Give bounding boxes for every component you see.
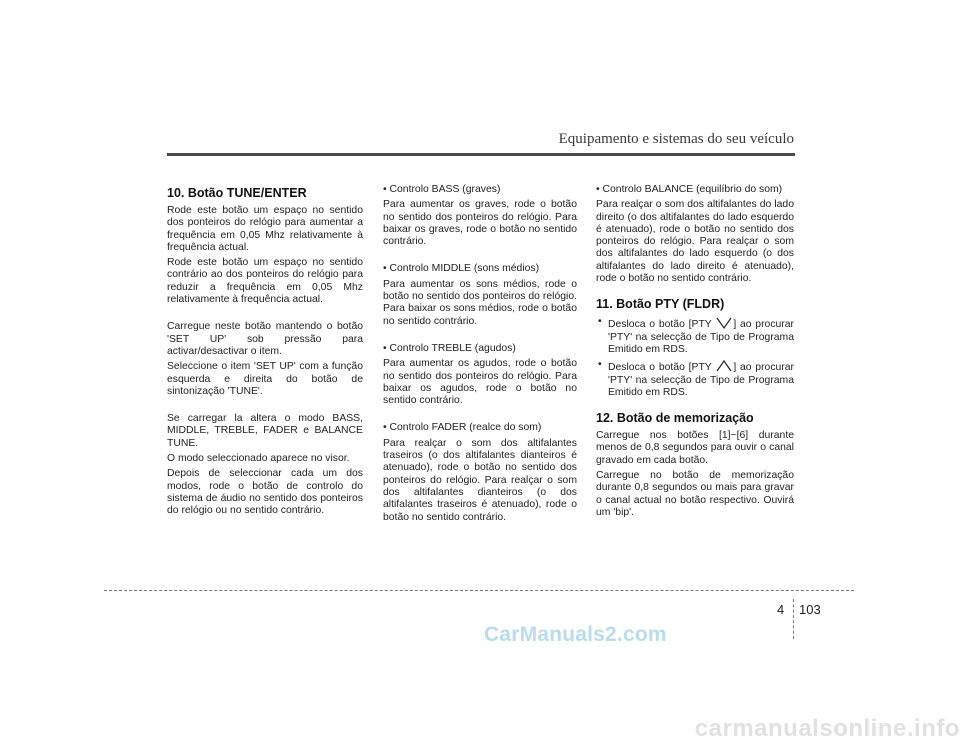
paragraph: Rode este botão um espaço no sentido contrário ao dos ponteiros do relógio para reduzir a frequência em 0,05 Mhz relativamente à frequência actual. (167, 257, 363, 306)
balance-text: Para realçar o som dos altifalantes do lado direito (o dos altifalantes do lado esquerdo é atenuado), rode o botão no sentido dos ponteiros do relógio. Para realçar o som dos altifalantes do lado esquerdo (o dos altifalantes do lado direito é atenuado), rode o botão no sentido contrário. (596, 199, 794, 285)
chevron-down-icon (715, 316, 733, 330)
middle-title: • Controlo MIDDLE (sons médios) (383, 263, 540, 275)
page-number-divider (793, 599, 794, 639)
column-right (596, 184, 794, 522)
paragraph: Se carregar la altera o modo BASS, MIDDLE, TREBLE, FADER e BALANCE TUNE. (167, 413, 363, 449)
fader-text: Para realçar o som dos altifalantes traseiros (o dos altifalantes dianteiros é atenuado), rode o botão no sentido dos ponteiros do relógio. Para realçar o som dos altifalantes dianteiros (o dos altifalantes traseiros é atenuado), rode o botão no sentido contrário. (383, 437, 577, 523)
chevron-up-icon (715, 359, 733, 373)
chapter-number: 4 (777, 602, 785, 617)
column-left (167, 184, 363, 521)
pty-item1-prefix: Desloca o botão [PTY (608, 319, 712, 331)
pty-list (596, 316, 794, 399)
section-heading-memo: 12. Botão de memorização (596, 411, 754, 426)
header-rule (167, 153, 795, 156)
section-heading-tune-enter: 10. Botão TUNE/ENTER (167, 186, 307, 200)
section-heading-pty: 11. Botão PTY (FLDR) (596, 297, 725, 312)
paragraph: Depois de seleccionar cada um dos modos, rode o botão de controlo do sistema de áudio no sentido dos ponteiros do relógio ou no sentido contrário. (167, 468, 363, 517)
pty-item2-prefix: Desloca o botão [PTY (608, 362, 712, 374)
balance-title: • Controlo BALANCE (equilíbrio do som) (596, 184, 783, 195)
treble-title: • Controlo TREBLE (agudos) (383, 342, 516, 354)
treble-text: Para aumentar os agudos, rode o botão no sentido dos ponteiros do relógio. Para baixar os agudos, rode o botão no sentido contrário. (383, 358, 577, 407)
memo-paragraph: Carregue nos botões [1]~[6] durante menos de 0,8 segundos para ouvir o canal gravado em cada botão. (596, 430, 794, 466)
watermark-carmanuals: CarManuals2.com (484, 623, 667, 646)
bass-title: • Controlo BASS (graves) (383, 184, 501, 195)
pty-item1-suffix: ] ao procurar 'PTY' na selecção de Tipo de Programa Emitido em RDS. (608, 319, 795, 355)
pty-item2-suffix: ] ao procurar 'PTY' na selecção de Tipo de Programa Emitido em RDS. (608, 362, 795, 398)
list-item (596, 359, 794, 399)
page-number: 103 (799, 602, 821, 617)
memo-paragraph: Carregue no botão de memorização durante 0,8 segundos ou mais para gravar o canal actual no botão respectivo. Ouvirá um 'bip'. (596, 470, 794, 518)
middle-text: Para aumentar os sons médios, rode o botão no sentido dos ponteiros do relógio. Para baixar os sons médios, rode o botão no sentido contrário. (383, 278, 577, 327)
bass-text: Para aumentar os graves, rode o botão no sentido dos ponteiros do relógio. Para baixar os graves, rode o botão no sentido contrário. (383, 199, 577, 248)
paragraph: Seleccione o item 'SET UP' com a função esquerda e direita do botão de sintonização 'TUNE'. (167, 361, 363, 397)
paragraph: O modo seleccionado aparece no visor. (167, 453, 350, 465)
paragraph: Carregue neste botão mantendo o botão 'SET UP' sob pressão para activar/desactivar o item. (167, 321, 363, 357)
fader-title: • Controlo FADER (realce do som) (383, 422, 542, 434)
column-middle (383, 184, 577, 527)
list-item (596, 316, 794, 356)
watermark-carmanualsonline: carmanualsonline.info (694, 715, 960, 742)
paragraph: Rode este botão um espaço no sentido dos ponteiros do relógio para aumentar a frequência em 0,05 Mhz relativamente à frequência actual. (167, 205, 363, 253)
header-title: Equipamento e sistemas do seu veículo (558, 131, 794, 147)
footer-divider (104, 590, 854, 591)
